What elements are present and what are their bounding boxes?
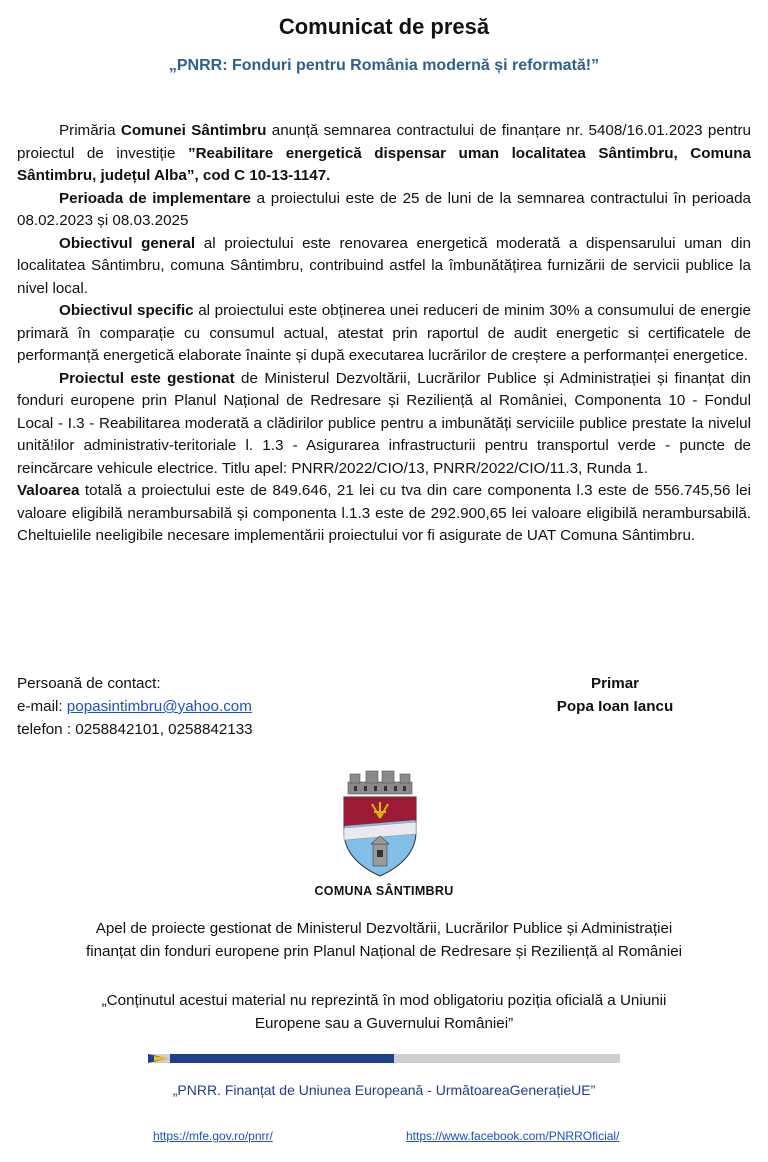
- contact-heading: Persoană de contact:: [17, 675, 161, 692]
- page-subtitle: „PNRR: Fonduri pentru România modernă și reformată!”: [168, 57, 600, 74]
- mayor-name: Popa Ioan Iancu: [556, 698, 674, 715]
- apel-line: Apel de proiecte gestionat de Ministerul Dezvoltării, Lucrărilor Publice și Administrației: [95, 920, 673, 937]
- text: al proiectului este obținerea unei reduceri de minim 30% a consumului de energie primară în comparație cu consumul actual, atestat prin raportul de audit energetic si certificatele de performanță energetică elaborate înainte și după executarea lucrărilor de creștere a performanței energetice.: [17, 302, 751, 364]
- paragraph-specific-objective: [17, 300, 751, 368]
- paragraph-period: [17, 188, 751, 233]
- text: de Ministerul Dezvoltării, Lucrărilor Publice și Administrației și finanțat din fonduri europene prin Planul Național de Redresare și Reziliență al României, Componenta 10 - Fondul Local - I.3 - Reabilitarea moderată a clădirilor publice pentru a imbunătăți serviciile publice prestate la nivelul unită!ilor administrativ-teritoriale l. 1.3 - Asigurarea infrastructurii pentru transportul verde - puncte de reincărcare vehicule electrice. Titlu apel: PNRR/2022/CIO/13, PNRR/2022/CIO/11.3, Runda 1.: [17, 369, 752, 477]
- bold-text: Obiectivul specific: [59, 302, 194, 319]
- bold-text: Comunei Sântimbru: [120, 122, 267, 139]
- mayor-signature: [540, 672, 690, 718]
- contact-block: [17, 672, 497, 741]
- email-label: e-mail:: [17, 698, 67, 715]
- apel-line: finanțat din fonduri europene prin Planul Național de Redresare și Reziliență al României: [85, 942, 683, 960]
- bold-text: Obiectivul general: [59, 234, 196, 252]
- mfe-link[interactable]: https://mfe.gov.ro/pnrr/: [153, 1129, 273, 1143]
- contact-phone: telefon : 0258842101, 0258842133: [17, 721, 253, 738]
- coat-of-arms-icon: [336, 768, 424, 880]
- text: a proiectului este de 25 de luni de la semnarea contractului în perioada 08.02.2023 și 08.03.2025: [17, 189, 751, 229]
- text: totală a proiectului este de 849.646, 21 lei cu tva din care componenta l.3 este de 556.745,56 lei valoare eligibilă nerambursabilă și componenta l.1.3 este de 292.900,65 lei valoare eligibilă nerambursabilă. Cheltuielile neeligibile necesare implementării proiectului vor fi asigurate de UAT Comuna Sântimbru.: [17, 482, 751, 544]
- bold-text: Proiectul este gestionat: [59, 369, 235, 387]
- apel-note: [0, 918, 768, 963]
- crest-label: COMUNA SÂNTIMBRU: [314, 884, 454, 898]
- disclaimer-line: „Conținutul acestui material nu reprezintă în mod obligatoriu poziția oficială a Uniunii: [101, 992, 667, 1009]
- bold-text: Valoarea: [17, 482, 80, 499]
- text: anunță semnarea contractului de finanțare nr. 5408/16.01.2023 pentru proiectul de investiție: [17, 122, 751, 162]
- paragraph-general-objective: [17, 233, 751, 301]
- bold-text: Perioada de implementare: [59, 189, 251, 207]
- paragraph-announcement: [17, 120, 751, 188]
- eu-flag-bar-icon: [148, 1053, 620, 1064]
- text: al proiectului este renovarea energetică moderată a dispensarului uman din localitatea Sântimbru, comuna Sântimbru, contribuind astfel la îmbunătățirea furnizării de servicii publice la nivel local.: [17, 234, 752, 297]
- project-title: ”Reabilitare energetică dispensar uman localitatea Sântimbru, Comuna Sântimbru, județul Alba”, cod C 10-13-1147.: [17, 144, 751, 184]
- mayor-role: Primar: [590, 675, 640, 692]
- text: Primăria: [59, 122, 121, 139]
- contact-email-line: [17, 695, 497, 718]
- facebook-link[interactable]: https://www.facebook.com/PNRROficial/: [406, 1129, 620, 1143]
- paragraph-management: [17, 368, 751, 481]
- email-link[interactable]: popasintimbru@yahoo.com: [66, 698, 252, 715]
- footer-tagline: „PNRR. Finanțat de Uniunea Europeană - UrmătoareaGenerațieUE”: [172, 1082, 596, 1098]
- page-title: Comunicat de presă: [278, 14, 490, 39]
- disclaimer-line: Europene sau a Guvernului României”: [254, 1014, 514, 1032]
- paragraph-value: [17, 480, 751, 548]
- press-release-body: [17, 120, 751, 548]
- disclaimer: [0, 990, 768, 1035]
